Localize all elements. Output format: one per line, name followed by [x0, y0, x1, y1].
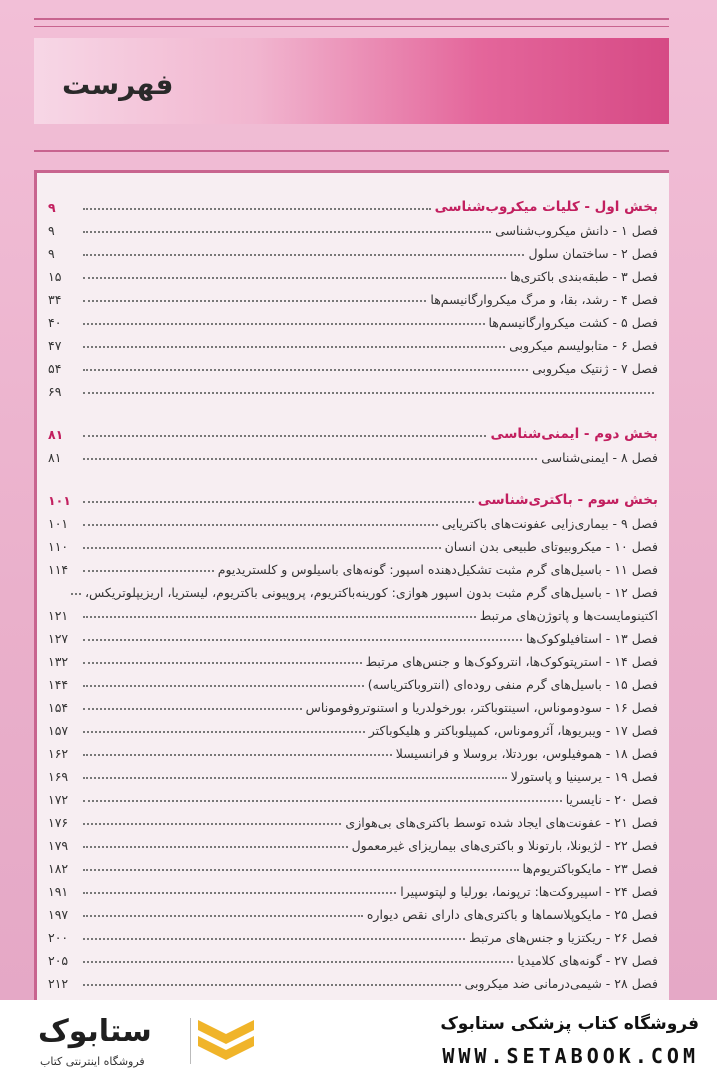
leader-dots [83, 731, 365, 733]
chapter-row [48, 784, 658, 807]
chapter-row [48, 623, 658, 646]
chapter-row-title: فصل ۲۲ - لژیونلا، بارتونلا و باکتری‌های بیماریزای غیرمعمول [351, 838, 658, 853]
part-heading-page: ۸۱ [48, 427, 64, 442]
chapter-row-page: ۲۱۲ [48, 976, 69, 991]
chapter-row [48, 669, 658, 692]
chapter-row-page: ۱۴۴ [48, 677, 69, 692]
store-url[interactable]: WWW.SETABOOK.COM [442, 1044, 699, 1068]
chapter-row [48, 330, 658, 353]
leader-dots [71, 593, 81, 595]
part-heading-title: بخش سوم - باکتری‌شناسی [477, 492, 658, 508]
chapter-row [48, 215, 658, 238]
chapter-row-page: ۱۵ [48, 269, 62, 284]
chapter-row-title: فصل ۲۷ - گونه‌های کلامیدیا [517, 953, 658, 968]
chapter-row-continued-page: ۱۲۱ [48, 608, 69, 623]
logo-text: ستابوک [38, 1014, 152, 1049]
chapter-row-page: ۱۷۹ [48, 838, 69, 853]
leader-dots [83, 639, 522, 641]
chapter-row-page: ۱۹۱ [48, 884, 69, 899]
chapter-row [48, 738, 658, 761]
chapter-row-title: فصل ۲۴ - اسپیروکت‌ها: ترپونما، بورلیا و لپتوسپیرا [400, 884, 658, 899]
leader-dots [83, 524, 438, 526]
chapter-row-title: فصل ۱۱ - باسیل‌های گرم مثبت تشکیل‌دهنده اسپور: گونه‌های باسیلوس و کلستریدیوم [217, 562, 658, 577]
chapter-row-title: فصل ۵ - کشت میکروارگانیسم‌ها [488, 315, 658, 330]
chapter-row-page: ۱۷۶ [48, 815, 69, 830]
leader-dots [83, 208, 431, 210]
leader-dots [83, 501, 474, 503]
chapter-row [48, 508, 658, 531]
chevron-logo-icon [196, 1016, 256, 1064]
leader-dots [83, 938, 465, 940]
chapter-row [48, 922, 658, 945]
table-of-contents [48, 190, 658, 991]
section-gap [48, 399, 658, 417]
chapter-row-page: ۱۵۴ [48, 700, 69, 715]
leader-dots [83, 616, 476, 618]
chapter-row-page: ۳۴ [48, 292, 62, 307]
part-heading [48, 190, 658, 215]
chapter-row-page: ۲۰۵ [48, 953, 69, 968]
chapter-row-page: ۱۶۹ [48, 769, 69, 784]
chapter-row-page: ۹ [48, 246, 55, 261]
chapter-row-continued-title: اکتینومایست‌ها و پاتوژن‌های مرتبط [479, 608, 658, 623]
chapter-row-page: ۱۸۲ [48, 861, 69, 876]
footer-banner [0, 1000, 717, 1080]
leader-dots [83, 547, 441, 549]
chapter-row [48, 307, 658, 330]
part-heading-page: ۹ [48, 200, 56, 215]
chapter-row-title: فصل ۷ - ژنتیک میکروبی [532, 361, 658, 376]
chapter-row-title: فصل ۶ - متابولیسم میکروبی [509, 338, 658, 353]
page-title: فهرست [62, 68, 174, 101]
chapter-row [48, 554, 658, 577]
chapter-row-title: فصل ۲۶ - ریکتزیا و جنس‌های مرتبط [469, 930, 658, 945]
chapter-row [48, 577, 658, 600]
leader-dots [83, 823, 341, 825]
chapter-row-page: ۱۵۷ [48, 723, 69, 738]
chapter-row [48, 646, 658, 669]
chapter-row-page: ۲۰۰ [48, 930, 69, 945]
chapter-row-page: ۱۶۲ [48, 746, 69, 761]
chapter-row [48, 899, 658, 922]
chapter-row [48, 238, 658, 261]
chapter-row-title: فصل ۱۳ - استافیلوکوک‌ها [525, 631, 658, 646]
chapter-row [48, 830, 658, 853]
chapter-row-title: فصل ۱۰ - میکروبیوتای طبیعی بدن انسان [444, 539, 658, 554]
chapter-row [48, 531, 658, 554]
leader-dots [83, 961, 513, 963]
logo-divider [190, 1018, 191, 1064]
leader-dots [83, 777, 507, 779]
part-heading [48, 417, 658, 442]
chapter-row-page: ۱۳۲ [48, 654, 69, 669]
chapter-row [48, 692, 658, 715]
chapter-row [48, 853, 658, 876]
chapter-row-page: ۴۷ [48, 338, 62, 353]
leader-dots [83, 984, 461, 986]
chapter-row-title: فصل ۲۰ - نایسریا [565, 792, 658, 807]
store-name: فروشگاه کتاب پزشکی ستابوک [440, 1014, 699, 1034]
chapter-row-title: فصل ۴ - رشد، بقا، و مرگ میکروارگانیسم‌ها [430, 292, 658, 307]
chapter-row-title: فصل ۱۷ - ویبریوها، آئروموناس، کمپیلوباکتر و هلیکوباکتر [368, 723, 658, 738]
chapter-row-title: فصل ۱۵ - باسیل‌های گرم منفی روده‌ای (انتروباکتریاسه) [367, 677, 658, 692]
chapter-row-title: فصل ۱۹ - یرسینیا و پاستورلا [510, 769, 658, 784]
chapter-row [48, 284, 658, 307]
chapter-row-page: ۶۹ [48, 384, 62, 399]
leader-dots [83, 254, 524, 256]
chapter-row-title: فصل ۲۳ - مایکوباکتریوم‌ها [522, 861, 658, 876]
leader-dots [83, 346, 505, 348]
leader-dots [83, 754, 392, 756]
chapter-row [48, 876, 658, 899]
leader-dots [83, 662, 362, 664]
leader-dots [83, 915, 363, 917]
chapter-row-title: فصل ۲۸ - شیمی‌درمانی ضد میکروبی [464, 976, 658, 991]
chapter-row [48, 761, 658, 784]
chapter-row [48, 261, 658, 284]
leader-dots [83, 892, 396, 894]
chapter-row-page: ۱۲۷ [48, 631, 69, 646]
leader-dots [83, 369, 528, 371]
leader-dots [83, 846, 348, 848]
chapter-row-page: ۱۱۴ [48, 562, 69, 577]
part-heading-page: ۱۰۱ [48, 493, 71, 508]
chapter-row-title: فصل ۱۶ - سودوموناس، اسینتوباکتر، بورخولدریا و استنوتروفوموناس [305, 700, 658, 715]
chapter-row [48, 442, 658, 465]
chapter-row-continued [48, 600, 658, 623]
chapter-row [48, 376, 658, 399]
part-heading-title: بخش اول - کلیات میکروب‌شناسی [434, 199, 658, 215]
chapter-row-page: ۹ [48, 223, 55, 238]
chapter-row-page: ۱۹۷ [48, 907, 69, 922]
chapter-row-title: فصل ۲۱ - عفونت‌های ایجاد شده توسط باکتری‌های بی‌هوازی [345, 815, 658, 830]
leader-dots [83, 277, 506, 279]
chapter-row-title: فصل ۲ - ساختمان سلول [528, 246, 658, 261]
chapter-row [48, 715, 658, 738]
leader-dots [83, 708, 302, 710]
chapter-row-page: ۱۷۲ [48, 792, 69, 807]
chapter-row-title: فصل ۱۸ - هموفیلوس، بوردتلا، بروسلا و فرانسیسلا [395, 746, 658, 761]
chapter-row-page: ۵۴ [48, 361, 62, 376]
logo-subtitle: فروشگاه اینترنتی کتاب [40, 1055, 145, 1068]
chapter-row-title: فصل ۱۴ - استرپتوکوک‌ها، انتروکوک‌ها و جنس‌های مرتبط [365, 654, 658, 669]
leader-dots [83, 458, 537, 460]
top-rule [34, 18, 669, 20]
chapter-row-page: ۴۰ [48, 315, 62, 330]
chapter-row-title: فصل ۱ - دانش میکروب‌شناسی [495, 223, 658, 238]
leader-dots [83, 392, 654, 394]
chapter-row [48, 807, 658, 830]
header-bottom-rule [34, 150, 669, 152]
leader-dots [83, 435, 486, 437]
chapter-row-page: ۱۰۱ [48, 516, 69, 531]
leader-dots [83, 685, 364, 687]
leader-dots [83, 323, 485, 325]
chapter-row-title: فصل ۲۵ - مایکوپلاسماها و باکتری‌های دارای نقص دیواره [366, 907, 658, 922]
chapter-row-title: فصل ۳ - طبقه‌بندی باکتری‌ها [510, 269, 658, 284]
top-rule-thin [34, 26, 669, 27]
chapter-row [48, 968, 658, 991]
chapter-row [48, 353, 658, 376]
section-gap [48, 465, 658, 483]
chapter-row-title: فصل ۱۲ - باسیل‌های گرم مثبت بدون اسپور هوازی: کورینه‌باکتریوم، پروپیونی باکتریوم، لیستریا، اریزیپلوتریکس، [84, 585, 658, 600]
leader-dots [83, 570, 214, 572]
leader-dots [83, 869, 519, 871]
leader-dots [83, 231, 491, 233]
chapter-row-page: ۱۱۰ [48, 539, 69, 554]
chapter-row-title: فصل ۸ - ایمنی‌شناسی [541, 450, 658, 465]
part-heading [48, 483, 658, 508]
leader-dots [83, 800, 562, 802]
chapter-row [48, 945, 658, 968]
leader-dots [83, 300, 426, 302]
chapter-row-page: ۸۱ [48, 450, 62, 465]
chapter-row-title: فصل ۹ - بیماری‌زایی عفونت‌های باکتریایی [441, 516, 658, 531]
part-heading-title: بخش دوم - ایمنی‌شناسی [490, 426, 658, 442]
